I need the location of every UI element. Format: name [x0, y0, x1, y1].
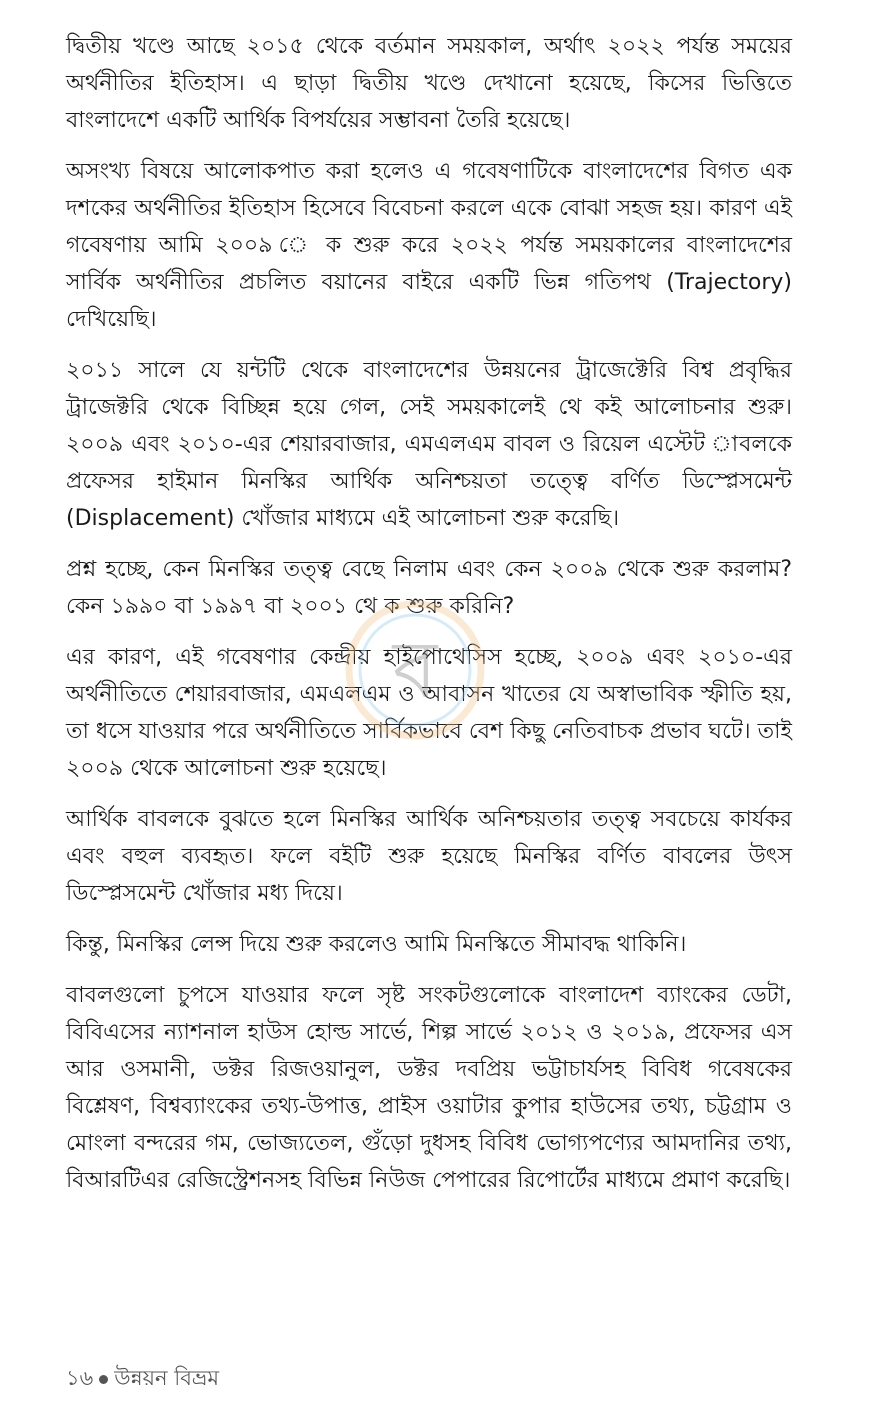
paragraph-1: দ্বিতীয় খণ্ডে আছে ২০১৫ থেকে বর্তমান সময়কাল, অর্থাৎ ২০২২ পর্যন্ত সময়ের অর্থনীতির ইতিহাস। এ ছাড়া দ্বিতীয় খণ্ডে দেখানো হয়েছে, কিসের ভিত্তিতে বাংলাদেশে একটি আর্থিক বিপর্যয়ের সম্ভাবনা তৈরি হয়েছে।	[66, 34, 792, 133]
page-body	[66, 28, 792, 1213]
bullet-separator-icon	[99, 1375, 108, 1384]
paragraph-2: অসংখ্য বিষয়ে আলোকপাত করা হলেও এ গবেষণাটিকে বাংলাদেশের বিগত এক দশকের অর্থনীতির ইতিহাস হিসেবে বিবেচনা করলে একে বোঝা সহজ হয়। কারণ এই গবেষণায় আমি ২০০৯ ে ক শুরু করে ২০২২ পর্যন্ত সময়কালের বাংলাদেশের সার্বিক অর্থনীতির প্রচলিত বয়ানের বাইরে একটি ভিন্ন গতিপথ (Trajectory) দেখিয়েছি।	[66, 159, 792, 332]
page-number: ১৬	[66, 1366, 94, 1390]
paragraph-4: প্রশ্ন হচ্ছে, কেন মিনস্কির তত্ত্ব বেছে নিলাম এবং কেন ২০০৯ থেকে শুরু করলাম? কেন ১৯৯০ বা ১৯৯৭ বা ২০০১ থে ক শুরু করিনি?	[66, 557, 792, 619]
paragraph-7: কিন্তু, মিনস্কির লেন্স দিয়ে শুরু করলেও আমি মিনস্কিতে সীমাবদ্ধ থাকিনি।	[66, 932, 687, 957]
paragraph-6: আর্থিক বাবলকে বুঝতে হলে মিনস্কির আর্থিক অনিশ্চয়তার তত্ত্ব সবচেয়ে কার্যকর এবং বহুল ব্যবহৃত। ফলে বইটি শুরু হয়েছে মিনস্কির বর্ণিত বাবলের উৎস ডিস্প্লেসমেন্ট খোঁজার মধ্য দিয়ে।	[66, 807, 792, 906]
paragraph-5: এর কারণ, এই গবেষণার কেন্দ্রীয় হাইপোথেসিস হচ্ছে, ২০০৯ এবং ২০১০-এর অর্থনীতিতে শেয়ারবাজার, এমএলএম ও আবাসন খাতের যে অস্বাভাবিক স্ফীতি হয়, তা ধসে যাওয়ার পরে অর্থনীতিতে সার্বিকভাবে বেশ কিছু নেতিবাচক প্রভাব ঘটে। তাই ২০০৯ থেকে আলোচনা শুরু হয়েছে।	[66, 645, 792, 781]
book-title: উন্নয়ন বিভ্রম	[114, 1366, 219, 1390]
watermark-letter: ব	[392, 623, 438, 716]
page-footer	[66, 1362, 219, 1397]
paragraph-8: বাবলগুলো চুপসে যাওয়ার ফলে সৃষ্ট সংকটগুলোকে বাংলাদেশ ব্যাংকের ডেটা, বিবিএসের ন্যাশনাল হাউস হোল্ড সার্ভে, শিল্প সার্ভে ২০১২ ও ২০১৯, প্রফেসর এস আর ওসমানী, ডক্টর রিজওয়ানুল, ডক্টর দবপ্রিয় ভট্টাচার্যসহ বিবিধ গবেষকের বিশ্লেষণ, বিশ্বব্যাংকের তথ্য-উপাত্ত, প্রাইস ওয়াটার কুপার হাউসের তথ্য, চট্টগ্রাম ও মোংলা বন্দরের গম, ভোজ্যতেল, গুঁড়ো দুধসহ বিবিধ ভোগ্যপণ্যের আমদানির তথ্য, বিআরটিএর রেজিস্ট্রেশনসহ বিভিন্ন নিউজ পেপারের রিপোর্টের মাধ্যমে প্রমাণ করেছি।	[66, 983, 792, 1193]
paragraph-3: ২০১১ সালে যে য়ন্টটি থেকে বাংলাদেশের উন্নয়নের ট্রাজেক্টেরি বিশ্ব প্রবৃদ্ধির ট্রাজেক্টরি থেকে বিচ্ছিন্ন হয়ে গেল, সেই সময়কালেই থে কই আলোচনার শুরু। ২০০৯ এবং ২০১০-এর শেয়ারবাজার, এমএলএম বাবল ও রিয়েল এস্টেট াবলকে প্রফেসর হাইমান মিনস্কির আর্থিক অনিশ্চয়তা তত্ত্বে বর্ণিত ডিস্প্লেসমেন্ট (Displacement) খোঁজার মাধ্যমে এই আলোচনা শুরু করেছি।	[66, 358, 792, 531]
